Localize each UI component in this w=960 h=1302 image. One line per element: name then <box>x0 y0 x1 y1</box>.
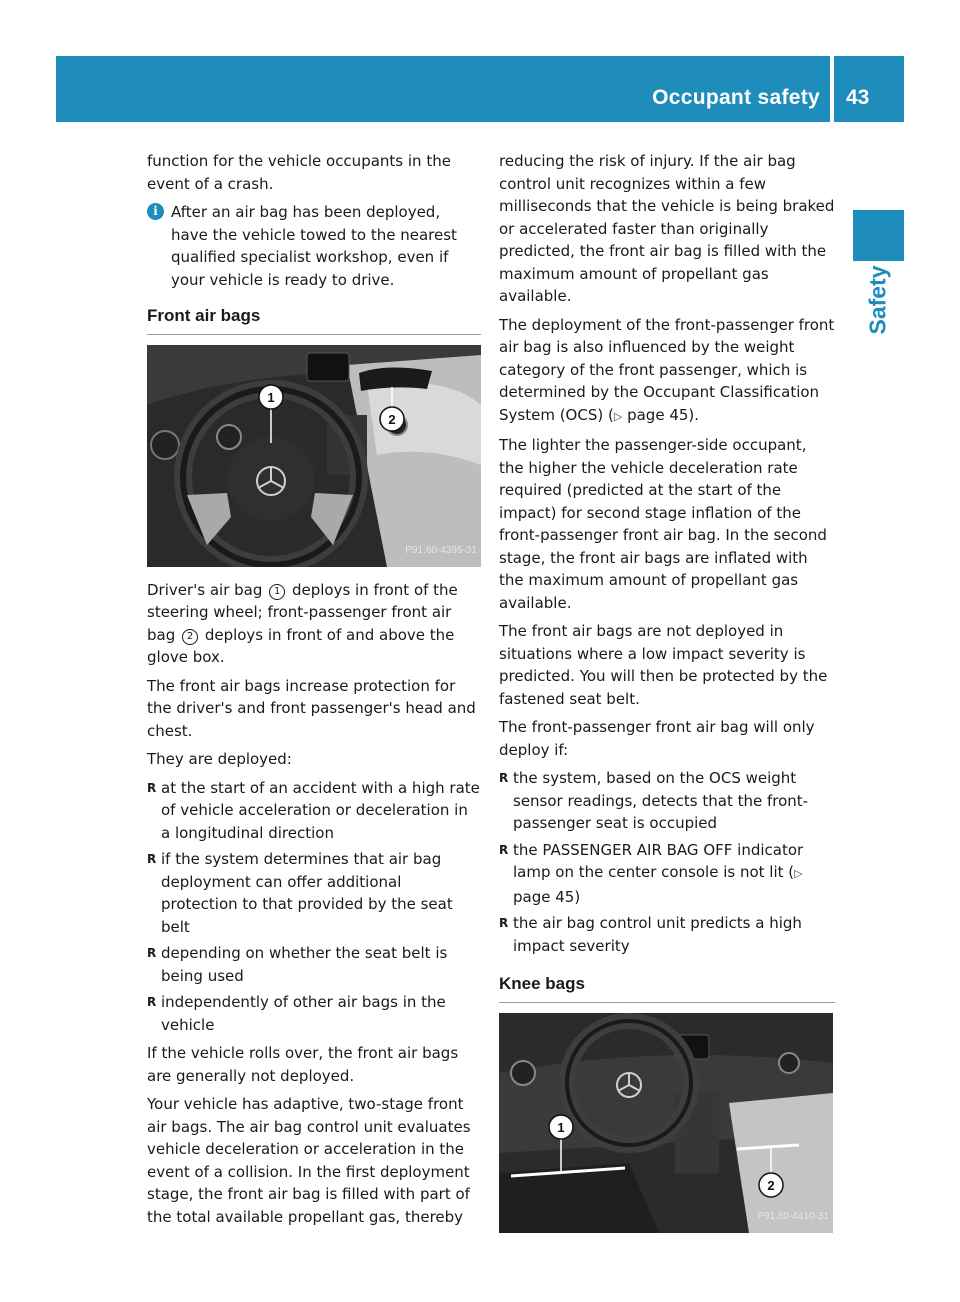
front-air-bags-photo <box>147 345 481 567</box>
photo2-callout-2: 2 <box>767 1177 775 1193</box>
deployment-conditions-list <box>147 777 481 1037</box>
caption-part-b: deploys in front of the steering wheel; front-passenger front air bag <box>147 580 458 644</box>
side-tab-marker <box>853 210 904 261</box>
passenger-conditions-list <box>499 767 835 957</box>
caption-paragraph <box>147 579 481 669</box>
list-item: R independently of other air bags in the vehicle <box>147 991 481 1036</box>
photo2-callout-1: 1 <box>557 1119 565 1135</box>
indicator-page-ref-link[interactable]: page 45) <box>513 887 581 906</box>
list-item: R if the system determines that air bag deployment can offer additional protection to that provided by the seat belt <box>147 848 481 938</box>
page-number: 43 <box>846 86 870 109</box>
increase-paragraph: The front air bags increase protection for the driver's and front passenger's head and chest. <box>147 676 476 740</box>
callout-2-icon: 2 <box>182 629 198 645</box>
ocs-page-ref-link[interactable]: page 45). <box>627 405 700 424</box>
knee-bags-illustration <box>499 1013 833 1233</box>
page-ref-triangle-icon: ▷ <box>613 409 623 423</box>
propellant-paragraph: reducing the risk of injury. If the air bag control unit recognizes within a few milliseconds that the vehicle is being braked or accelerated faster than originally predicted, the front air bag is filled with the maximum amount of propellant gas available. <box>499 152 835 305</box>
page-ref-triangle-icon: ▷ <box>794 867 803 880</box>
list-item: R the air bag control unit predicts a high impact severity <box>499 912 835 957</box>
lighter-occupant-paragraph: The lighter the passenger-side occupant, the higher the vehicle deceleration rate required (predicted at the start of the impact) for second stage inflation of the front-passenger front air bag. In the second stage, the front air bags are inflated with the maximum amount of propellant gas available. <box>499 436 827 612</box>
caption-part-a: Driver's air bag <box>147 580 263 599</box>
photo1-code: P91.60-4395-31 <box>405 545 477 556</box>
not-deployed-paragraph: The front air bags are not deployed in situations where a low impact severity is predicted. You will then be protected by the fastened seat belt. <box>499 622 828 708</box>
front-air-bags-illustration <box>147 345 481 567</box>
list-item: R at the start of an accident with a high rate of vehicle acceleration or deceleration in a longitudinal direction <box>147 777 481 845</box>
callout-1-icon: 1 <box>269 584 285 600</box>
deployed-paragraph: They are deployed: <box>147 750 292 768</box>
ocs-paragraph <box>499 314 835 429</box>
left-column <box>147 150 481 1234</box>
intro-paragraph: function for the vehicle occupants in the event of a crash. <box>147 152 451 193</box>
info-icon: i <box>147 203 164 220</box>
photo1-callout-1: 1 <box>267 389 275 405</box>
knee-bags-photo <box>499 1013 833 1233</box>
heading-front-air-bags: Front air bags <box>147 305 481 335</box>
photo1-callout-2: 2 <box>388 411 396 427</box>
ocs-text: The deployment of the front-passenger front air bag is also influenced by the weight category of the front passenger, which is determined by the Occupant Classification System (OCS) ( <box>499 315 835 424</box>
adaptive-paragraph: Your vehicle has adaptive, two-stage front air bags. The air bag control unit evaluates vehicle deceleration or acceleration in the event of a collision. In the first deployment stage, the front air bag is filled with part of the total available propellant gas, thereby <box>147 1095 471 1226</box>
passenger-deploy-paragraph: The front-passenger front air bag will only deploy if: <box>499 718 815 759</box>
right-column <box>499 150 835 1245</box>
list-item <box>499 839 835 909</box>
caption-part-c: deploys in front of and above the glove box. <box>147 625 455 666</box>
photo2-code: P91.60-4410-31 <box>757 1211 829 1222</box>
indicator-lamp-text: the PASSENGER AIR BAG OFF indicator lamp on the center console is not lit ( <box>513 840 804 881</box>
list-item: R the system, based on the OCS weight sensor readings, detects that the front-passenger seat is occupied <box>499 767 835 835</box>
heading-knee-bags: Knee bags <box>499 973 835 1003</box>
side-tab-label: Safety <box>864 265 891 335</box>
info-note <box>147 201 481 291</box>
section-title: Occupant safety <box>652 86 820 109</box>
rolls-over-paragraph: If the vehicle rolls over, the front air bags are generally not deployed. <box>147 1044 459 1085</box>
info-note-text: After an air bag has been deployed, have the vehicle towed to the nearest qualified specialist workshop, even if your vehicle is ready to drive. <box>171 203 457 289</box>
header-divider <box>830 56 834 122</box>
list-item: R depending on whether the seat belt is being used <box>147 942 481 987</box>
